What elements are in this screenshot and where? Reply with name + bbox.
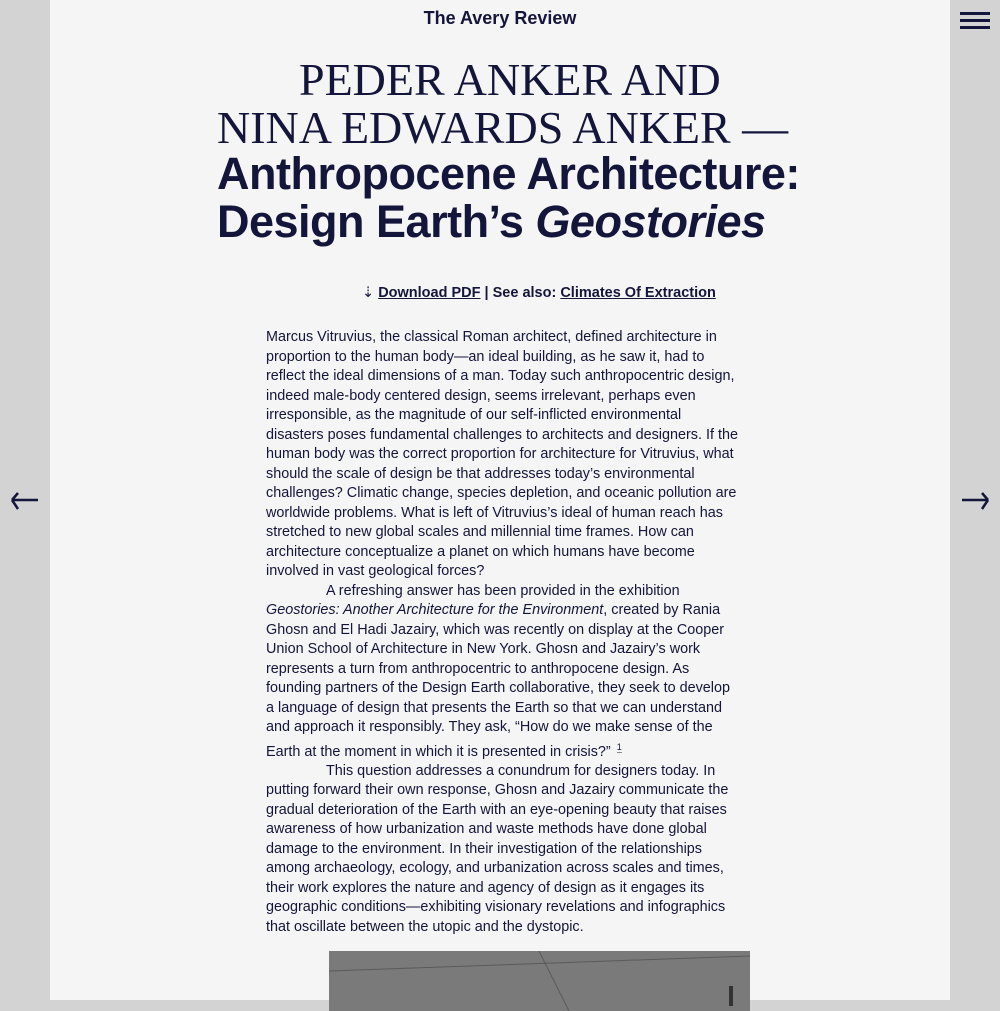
paragraph-1: Marcus Vitruvius, the classical Roman architect, defined architecture in proportion to the human body—an ideal building, as he saw it, had to reflect the ideal dimensions of a man. Today such anthropocentric design, indeed male-body centered design, seems irrelevant, perhaps even irresponsible, as the magnitude of our self-inflicted environmental disasters poses fundamental challenges to architects and designers. If the human body was the correct proportion for architecture for Vitruvius, what should the scale of design be that addresses today’s environmental challenges? Climatic change, species depletion, and oceanic pollution are worldwide problems. What is left of Vitruvius’s ideal of human reach has stretched to new global scales and millennial time frames. How can architecture conceptualize a planet on which humans have become involved in vast geological forces? [266, 329, 738, 579]
site-title[interactable]: The Avery Review [423, 8, 577, 28]
download-pdf-link[interactable]: Download PDF [378, 285, 481, 301]
footnote-link[interactable]: 1 [616, 741, 622, 752]
arrow-right-icon[interactable] [960, 485, 990, 515]
paragraph-2-text-a: A refreshing answer has been provided in the exhibition [326, 582, 680, 599]
see-also-link[interactable]: Climates Of Extraction [560, 285, 716, 301]
article-image [329, 951, 750, 1011]
links-separator: | [484, 285, 489, 301]
see-also-label: See also: [492, 285, 557, 301]
hamburger-icon[interactable] [960, 12, 990, 32]
article-authors: PEDER ANKER AND NINA EDWARDS ANKER — [217, 54, 789, 153]
article-links [362, 285, 716, 301]
paragraph-2-text-b: , created by Rania Ghosn and El Hadi Jazairy, which was recently on display at the Cooper Union School of Architecture in New York. Ghosn and Jazairy’s work represents a turn from anthropocentric to anthropocene design. As founding partners of the Design Earth collaborative, they seek to develop a language of design that presents the Earth so that we can understand and approach it responsibly. They ask, “How do we make sense of the Earth at the moment in which it is presented in crisis?” [266, 602, 730, 760]
article-title-italic: Geostories [535, 196, 766, 247]
exhibition-title: Geostories: Another Architecture for the Environment [266, 602, 604, 618]
paragraph-2 [266, 582, 738, 762]
article-title [217, 150, 837, 246]
paragraph-3: This question addresses a conundrum for designers today. In putting forward their own response, Ghosn and Jazairy communicate the gradual deterioration of the Earth with an eye-opening beauty that raises awareness of how urbanization and waste methods have done global damage to the environment. In their investigation of the relationships among archaeology, ecology, and urbanization across scales and times, their work explores the nature and agency of design as it engages its geographic conditions—exhibiting visionary revelations and infographics that oscillate between the utopic and the dystopic. [266, 762, 729, 935]
article-body [266, 328, 738, 937]
article-title-main: Anthropocene Architecture: Design Earth’s [217, 148, 800, 247]
arrow-left-icon[interactable] [10, 485, 40, 515]
download-icon[interactable]: ⇣ [362, 285, 375, 301]
